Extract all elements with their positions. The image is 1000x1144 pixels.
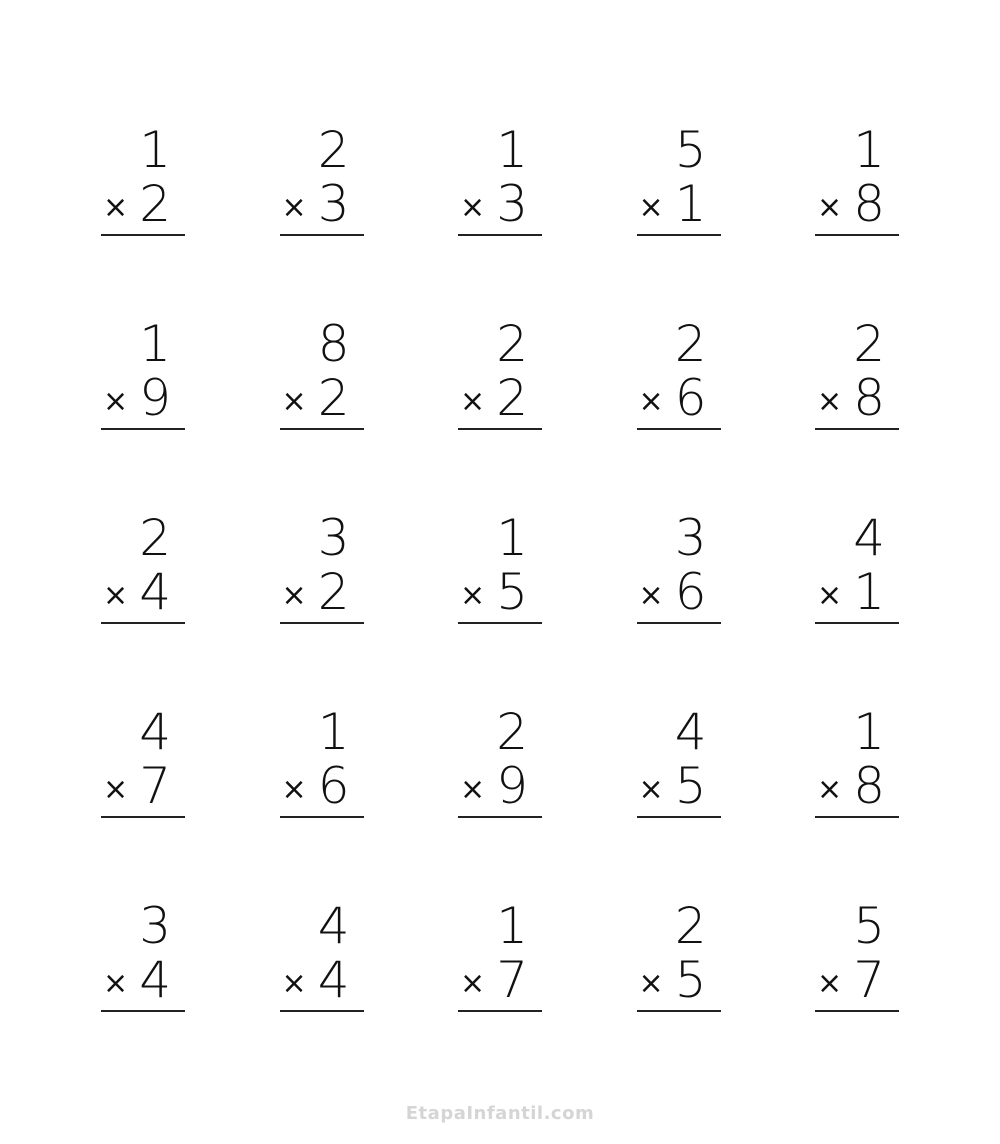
- multiplier: 8: [853, 175, 885, 233]
- multiplier-row: [280, 176, 380, 232]
- multiplication-problem: [815, 316, 915, 456]
- multiplicand: 4: [139, 703, 171, 761]
- multiplication-problem: [458, 704, 558, 844]
- multiplier: 4: [139, 951, 171, 1009]
- answer-line: [815, 234, 899, 236]
- multiplicand: 1: [139, 315, 171, 373]
- multiplier: 2: [317, 369, 350, 427]
- multiplier: 7: [496, 951, 528, 1009]
- multiplier: 8: [853, 369, 885, 427]
- multiplication-problem: [280, 122, 380, 262]
- multiplicand: 5: [853, 897, 885, 955]
- multiplication-problem: [101, 510, 201, 650]
- times-sign: ×: [817, 966, 843, 1001]
- multiplier-row: [280, 564, 380, 620]
- answer-line: [101, 1010, 185, 1012]
- answer-line: [815, 816, 899, 818]
- multiplicand: 1: [496, 897, 528, 955]
- multiplicand: 8: [317, 315, 350, 373]
- multiplicand: 2: [853, 315, 885, 373]
- multiplier-row: [637, 952, 737, 1008]
- times-sign: ×: [460, 384, 486, 419]
- times-sign: ×: [281, 966, 307, 1001]
- answer-line: [815, 1010, 899, 1012]
- times-sign: ×: [817, 384, 843, 419]
- answer-line: [637, 234, 721, 236]
- answer-line: [458, 428, 542, 430]
- multiplicand: 2: [674, 315, 707, 373]
- multiplicand: 1: [496, 509, 528, 567]
- multiplicand: 3: [674, 509, 707, 567]
- multiplier-row: [815, 564, 915, 620]
- multiplier-row: [637, 370, 737, 426]
- answer-line: [280, 816, 364, 818]
- multiplier: 3: [317, 175, 350, 233]
- times-sign: ×: [460, 966, 486, 1001]
- multiplier: 6: [317, 757, 350, 815]
- multiplier-row: [101, 564, 201, 620]
- multiplier-row: [458, 370, 558, 426]
- multiplicand: 4: [853, 509, 885, 567]
- times-sign: ×: [103, 966, 129, 1001]
- multiplier-row: [815, 758, 915, 814]
- multiplier: 5: [496, 563, 528, 621]
- multiplier-row: [280, 952, 380, 1008]
- answer-line: [637, 816, 721, 818]
- site-watermark: EtapaInfantil.com: [405, 1103, 595, 1124]
- multiplier: 3: [496, 175, 528, 233]
- times-sign: ×: [638, 384, 664, 419]
- answer-line: [458, 816, 542, 818]
- multiplication-problem: [815, 122, 915, 262]
- multiplication-problem: [101, 316, 201, 456]
- times-sign: ×: [638, 966, 664, 1001]
- times-sign: ×: [638, 772, 664, 807]
- multiplication-problem: [280, 510, 380, 650]
- answer-line: [280, 234, 364, 236]
- multiplication-problem: [101, 898, 201, 1038]
- multiplication-problem: [101, 704, 201, 844]
- multiplier: 9: [139, 369, 171, 427]
- multiplier: 5: [674, 951, 707, 1009]
- times-sign: ×: [460, 578, 486, 613]
- multiplier: 7: [853, 951, 885, 1009]
- times-sign: ×: [281, 384, 307, 419]
- multiplicand: 2: [139, 509, 171, 567]
- times-sign: ×: [281, 190, 307, 225]
- multiplicand: 1: [317, 703, 350, 761]
- answer-line: [458, 234, 542, 236]
- multiplier: 6: [674, 369, 707, 427]
- multiplicand: 2: [674, 897, 707, 955]
- answer-line: [280, 622, 364, 624]
- times-sign: ×: [817, 772, 843, 807]
- multiplicand: 5: [674, 121, 707, 179]
- multiplicand: 1: [496, 121, 528, 179]
- multiplier-row: [815, 952, 915, 1008]
- answer-line: [101, 234, 185, 236]
- multiplier-row: [101, 758, 201, 814]
- multiplier-row: [280, 758, 380, 814]
- times-sign: ×: [281, 578, 307, 613]
- multiplication-problem: [280, 898, 380, 1038]
- multiplicand: 4: [317, 897, 350, 955]
- multiplier: 8: [853, 757, 885, 815]
- multiplication-problem: [815, 510, 915, 650]
- answer-line: [101, 622, 185, 624]
- multiplication-problem: [637, 898, 737, 1038]
- multiplier-row: [637, 564, 737, 620]
- times-sign: ×: [817, 190, 843, 225]
- answer-line: [637, 428, 721, 430]
- times-sign: ×: [638, 578, 664, 613]
- multiplicand: 1: [139, 121, 171, 179]
- multiplier: 7: [139, 757, 171, 815]
- multiplier: 9: [496, 757, 528, 815]
- multiplier: 2: [496, 369, 528, 427]
- multiplication-problem: [458, 316, 558, 456]
- multiplier-row: [815, 370, 915, 426]
- multiplier-row: [458, 952, 558, 1008]
- multiplicand: 3: [139, 897, 171, 955]
- multiplication-problem: [280, 704, 380, 844]
- answer-line: [101, 816, 185, 818]
- multiplication-problem: [458, 898, 558, 1038]
- answer-line: [280, 1010, 364, 1012]
- multiplier: 6: [674, 563, 707, 621]
- multiplier: 1: [674, 175, 707, 233]
- times-sign: ×: [103, 384, 129, 419]
- multiplicand: 3: [317, 509, 350, 567]
- answer-line: [815, 428, 899, 430]
- multiplier-row: [637, 758, 737, 814]
- multiplier-row: [815, 176, 915, 232]
- multiplication-problem: [280, 316, 380, 456]
- multiplication-problem: [458, 510, 558, 650]
- answer-line: [458, 1010, 542, 1012]
- multiplier: 4: [139, 563, 171, 621]
- multiplication-problem: [637, 316, 737, 456]
- multiplier-row: [458, 758, 558, 814]
- answer-line: [637, 622, 721, 624]
- multiplication-problem: [458, 122, 558, 262]
- multiplication-problem: [815, 704, 915, 844]
- multiplier-row: [101, 176, 201, 232]
- multiplier-row: [458, 564, 558, 620]
- multiplicand: 2: [496, 703, 528, 761]
- multiplication-problem: [637, 704, 737, 844]
- multiplier: 1: [853, 563, 885, 621]
- answer-line: [637, 1010, 721, 1012]
- multiplication-problem: [101, 122, 201, 262]
- multiplication-problem: [637, 510, 737, 650]
- multiplicand: 2: [317, 121, 350, 179]
- times-sign: ×: [103, 190, 129, 225]
- times-sign: ×: [103, 578, 129, 613]
- times-sign: ×: [281, 772, 307, 807]
- multiplier-row: [458, 176, 558, 232]
- multiplication-problem: [637, 122, 737, 262]
- multiplier-row: [101, 370, 201, 426]
- times-sign: ×: [817, 578, 843, 613]
- multiplier-row: [101, 952, 201, 1008]
- times-sign: ×: [103, 772, 129, 807]
- multiplication-problem: [815, 898, 915, 1038]
- answer-line: [458, 622, 542, 624]
- multiplier: 2: [317, 563, 350, 621]
- multiplier: 5: [674, 757, 707, 815]
- answer-line: [101, 428, 185, 430]
- answer-line: [815, 622, 899, 624]
- multiplicand: 1: [853, 121, 885, 179]
- multiplier: 4: [317, 951, 350, 1009]
- multiplicand: 2: [496, 315, 528, 373]
- multiplier: 2: [139, 175, 171, 233]
- multiplicand: 4: [674, 703, 707, 761]
- answer-line: [280, 428, 364, 430]
- times-sign: ×: [460, 772, 486, 807]
- multiplier-row: [637, 176, 737, 232]
- times-sign: ×: [460, 190, 486, 225]
- multiplicand: 1: [853, 703, 885, 761]
- multiplier-row: [280, 370, 380, 426]
- times-sign: ×: [638, 190, 664, 225]
